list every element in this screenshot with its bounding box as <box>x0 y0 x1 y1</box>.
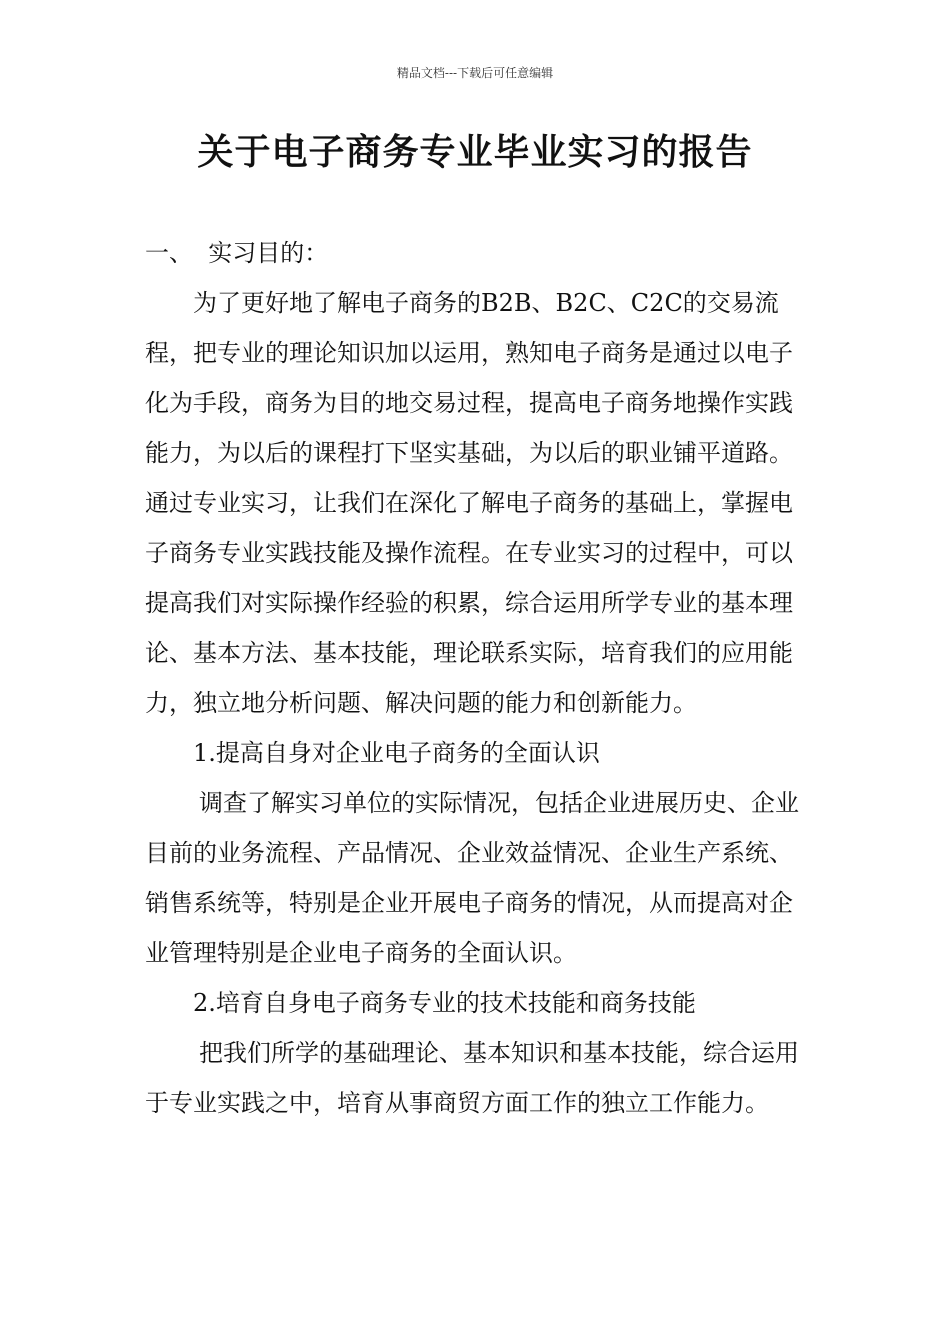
item-paragraph-2: 把我们所学的基础理论、基本知识和基本技能，综合运用于专业实践之中，培育从事商贸方面工作的独立工作能力。 <box>145 1039 799 1117</box>
item-heading-1: 1.提高自身对企业电子商务的全面认识 <box>193 739 600 767</box>
section-heading: 一、 实习目的： <box>145 239 329 267</box>
document-title: 关于电子商务专业毕业实习的报告 <box>197 132 753 173</box>
header-note: 精品文档---下载后可任意编辑 <box>396 66 554 80</box>
item-heading-2: 2.培育自身电子商务专业的技术技能和商务技能 <box>193 989 696 1017</box>
intro-paragraph: 为了更好地了解电子商务的B2B、B2C、C2C的交易流程，把专业的理论知识加以运用，熟知电子商务是通过以电子化为手段，商务为目的地交易过程，提高电子商务地操作实践能力，为以后的课程打下坚实基础，为以后的职业铺平道路。通过专业实习，让我们在深化了解电子商务的基础上，掌握电子商务专业实践技能及操作流程。在专业实习的过程中，可以提高我们对实际操作经验的积累，综合运用所学专业的基本理论、基本方法、基本技能，理论联系实际，培育我们的应用能力，独立地分析问题、解决问题的能力和创新能力。 <box>145 289 793 717</box>
item-paragraph-1: 调查了解实习单位的实际情况，包括企业进展历史、企业目前的业务流程、产品情况、企业效益情况、企业生产系统、销售系统等，特别是企业开展电子商务的情况，从而提高对企业管理特别是企业电子商务的全面认识。 <box>145 789 799 967</box>
document-body <box>145 228 810 1128</box>
